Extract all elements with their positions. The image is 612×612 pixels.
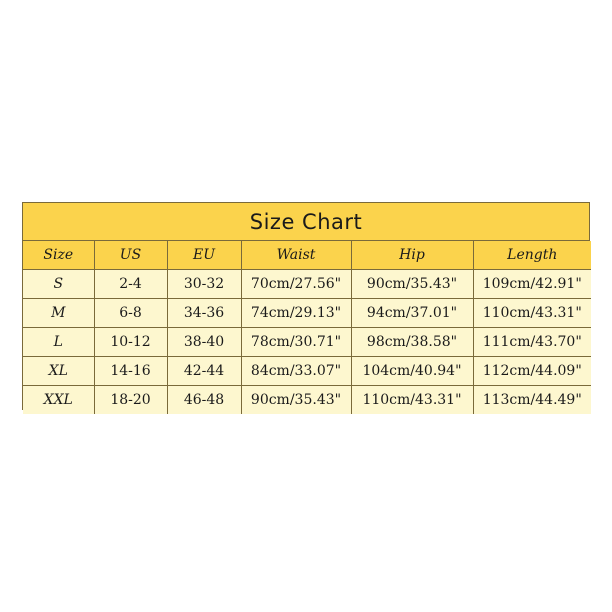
us-cell: 14-16: [94, 357, 167, 386]
waist-cell: 90cm/35.43": [241, 386, 351, 415]
us-cell: 2-4: [94, 270, 167, 299]
header-us: US: [94, 241, 167, 270]
size-cell: L: [23, 328, 94, 357]
table-row: [23, 299, 591, 328]
eu-cell: 46-48: [167, 386, 241, 415]
chart-title: Size Chart: [249, 209, 363, 234]
hip-cell: 104cm/40.94": [351, 357, 473, 386]
length-cell: 109cm/42.91": [473, 270, 591, 299]
header-length: Length: [473, 241, 591, 270]
length-cell: 111cm/43.70": [473, 328, 591, 357]
header-size: Size: [23, 241, 94, 270]
size-chart: [22, 202, 590, 410]
hip-cell: 90cm/35.43": [351, 270, 473, 299]
table-row: [23, 270, 591, 299]
header-row: [23, 241, 591, 270]
waist-cell: 70cm/27.56": [241, 270, 351, 299]
hip-cell: 98cm/38.58": [351, 328, 473, 357]
header-eu: EU: [167, 241, 241, 270]
waist-cell: 84cm/33.07": [241, 357, 351, 386]
title-bar: [23, 203, 589, 241]
eu-cell: 38-40: [167, 328, 241, 357]
header-waist: Waist: [241, 241, 351, 270]
waist-cell: 78cm/30.71": [241, 328, 351, 357]
table-row: [23, 357, 591, 386]
size-cell: XL: [23, 357, 94, 386]
hip-cell: 94cm/37.01": [351, 299, 473, 328]
size-cell: S: [23, 270, 94, 299]
header-hip: Hip: [351, 241, 473, 270]
table-row: [23, 386, 591, 415]
length-cell: 112cm/44.09": [473, 357, 591, 386]
hip-cell: 110cm/43.31": [351, 386, 473, 415]
eu-cell: 42-44: [167, 357, 241, 386]
size-table: [23, 241, 591, 414]
us-cell: 6-8: [94, 299, 167, 328]
waist-cell: 74cm/29.13": [241, 299, 351, 328]
eu-cell: 30-32: [167, 270, 241, 299]
length-cell: 110cm/43.31": [473, 299, 591, 328]
us-cell: 18-20: [94, 386, 167, 415]
table-row: [23, 328, 591, 357]
size-cell: M: [23, 299, 94, 328]
eu-cell: 34-36: [167, 299, 241, 328]
size-cell: XXL: [23, 386, 94, 415]
length-cell: 113cm/44.49": [473, 386, 591, 415]
us-cell: 10-12: [94, 328, 167, 357]
